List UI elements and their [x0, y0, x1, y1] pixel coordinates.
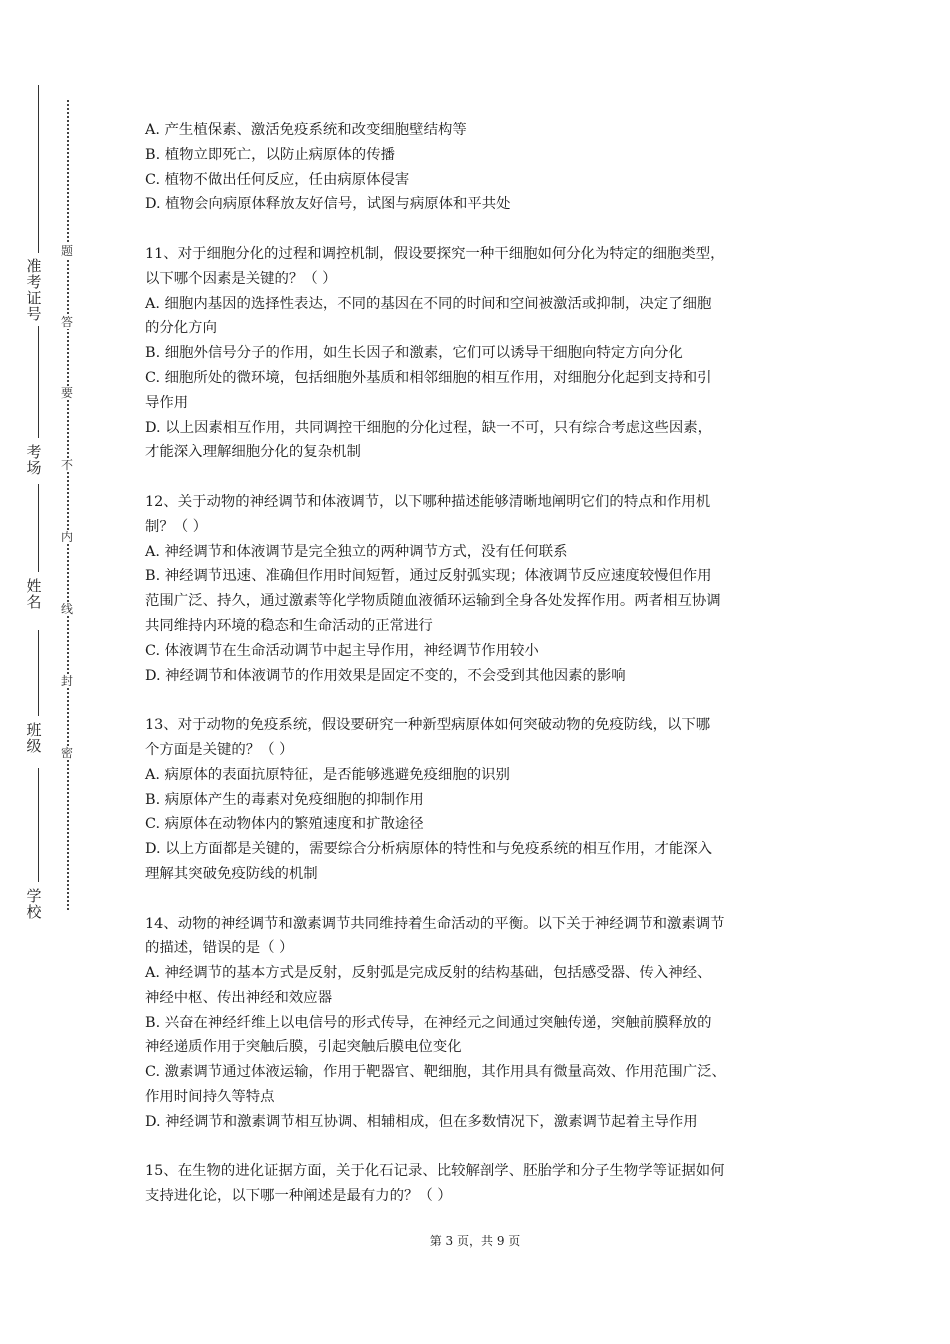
question-stem: 制？（ ）: [145, 518, 208, 535]
fill-line-school: [38, 768, 39, 882]
option-b: B. 病原体产生的毒素对免疫细胞的抑制作用: [145, 791, 424, 808]
seal-char: 题: [58, 244, 76, 258]
option-c: 导作用: [145, 394, 189, 411]
question-10-options: [145, 118, 817, 217]
question-stem: 11、对于细胞分化的过程和调控机制，假设要探究一种干细胞如何分化为特定的细胞类型，: [145, 245, 725, 262]
label-exam-room: 考场: [26, 443, 42, 477]
option-a: A. 产生植保素、激活免疫系统和改变细胞壁结构等: [145, 122, 467, 138]
seal-char: 封: [58, 674, 76, 688]
question-stem: 13、对于动物的免疫系统，假设要研究一种新型病原体如何突破动物的免疫防线，以下哪: [145, 717, 711, 734]
fill-line-exam-id: [38, 85, 39, 253]
label-name: 姓名: [26, 577, 42, 611]
option-d: 理解其突破免疫防线的机制: [145, 865, 318, 882]
option-d: 才能深入理解细胞分化的复杂机制: [145, 444, 361, 461]
option-d: D. 以上因素相互作用，共同调控干细胞的分化过程，缺一不可，只有综合考虑这些因素，: [145, 419, 713, 436]
label-class: 班级: [26, 721, 42, 755]
question-13: [145, 713, 817, 887]
option-a: A. 神经调节和体液调节是完全独立的两种调节方式，没有任何联系: [145, 543, 568, 560]
question-11: [145, 242, 817, 465]
option-d: D. 神经调节和激素调节相互协调、相辅相成，但在多数情况下，激素调节起着主导作用: [145, 1113, 698, 1130]
question-14: [145, 912, 817, 1135]
seal-char: 线: [58, 602, 76, 616]
option-b: 神经递质作用于突触后膜，引起突触后膜电位变化: [145, 1039, 462, 1056]
option-c: 作用时间持久等特点: [145, 1089, 275, 1106]
option-a: A. 神经调节的基本方式是反射，反射弧是完成反射的结构基础，包括感受器、传入神经、: [145, 965, 712, 982]
option-c: C. 体液调节在生命活动调节中起主导作用，神经调节作用较小: [145, 642, 539, 659]
seal-char: 不: [58, 458, 76, 472]
seal-char: 答: [58, 315, 76, 329]
fill-line-name: [38, 484, 39, 572]
option-d: D. 神经调节和体液调节的作用效果是固定不变的，不会受到其他因素的影响: [145, 667, 626, 684]
seal-dotted-line: [67, 100, 69, 910]
question-stem: 支持进化论，以下哪一种阐述是最有力的？（ ）: [145, 1188, 452, 1205]
question-stem: 个方面是关键的？（ ）: [145, 741, 294, 758]
label-school: 学校: [26, 887, 42, 921]
seal-char: 内: [58, 530, 76, 544]
question-stem: 的描述，错误的是（ ）: [145, 940, 294, 957]
seal-char: 密: [58, 746, 76, 760]
option-b: 共同维持内环境的稳态和生命活动的正常进行: [145, 617, 433, 634]
option-a: 的分化方向: [145, 320, 217, 337]
page-number: 第 3 页，共 9 页: [429, 1234, 521, 1248]
option-a: 神经中枢、传出神经和效应器: [145, 989, 333, 1006]
option-b: 范围广泛、持久，通过激素等化学物质随血液循环运输到全身各处发挥作用。两者相互协调: [145, 593, 721, 610]
question-stem: 12、关于动物的神经调节和体液调节，以下哪种描述能够清晰地阐明它们的特点和作用机: [145, 493, 711, 510]
question-stem: 14、动物的神经调节和激素调节共同维持着生命活动的平衡。以下关于神经调节和激素调节: [145, 915, 725, 932]
fill-line-class: [38, 630, 39, 716]
option-c: C. 病原体在动物体内的繁殖速度和扩散途径: [145, 816, 424, 833]
option-b: B. 兴奋在神经纤维上以电信号的形式传导，在神经元之间通过突触传递，突触前膜释放的: [145, 1014, 712, 1031]
option-c: C. 细胞所处的微环境，包括细胞外基质和相邻细胞的相互作用，对细胞分化起到支持和引: [145, 369, 712, 386]
question-12: [145, 490, 817, 688]
seal-char: 要: [58, 386, 76, 400]
question-content: [145, 118, 817, 1209]
question-15: [145, 1159, 817, 1209]
option-d: D. 以上方面都是关键的，需要综合分析病原体的特性和与免疫系统的相互作用，才能深入: [145, 841, 713, 858]
label-exam-id: 准考证号: [26, 257, 42, 323]
option-b: B. 神经调节迅速、准确但作用时间短暂，通过反射弧实现；体液调节反应速度较慢但作用: [145, 568, 712, 585]
fill-line-exam-room: [38, 326, 39, 438]
option-d: D. 植物会向病原体释放友好信号，试图与病原体和平共处: [145, 196, 511, 213]
option-c: C. 激素调节通过体液运输，作用于靶器官、靶细胞，其作用具有微量高效、作用范围广泛、: [145, 1064, 726, 1081]
option-b: B. 细胞外信号分子的作用，如生长因子和激素，它们可以诱导干细胞向特定方向分化: [145, 345, 683, 362]
option-b: B. 植物立即死亡，以防止病原体的传播: [145, 146, 395, 163]
question-stem: 以下哪个因素是关键的？（ ）: [145, 270, 337, 287]
option-c: C. 植物不做出任何反应，任由病原体侵害: [145, 171, 410, 188]
option-a: A. 病原体的表面抗原特征，是否能够逃避免疫细胞的识别: [145, 766, 510, 783]
question-stem: 15、在生物的进化证据方面，关于化石记录、比较解剖学、胚胎学和分子生物学等证据如何: [145, 1163, 725, 1180]
option-a: A. 细胞内基因的选择性表达，不同的基因在不同的时间和空间被激活或抑制，决定了细胞: [145, 295, 712, 312]
